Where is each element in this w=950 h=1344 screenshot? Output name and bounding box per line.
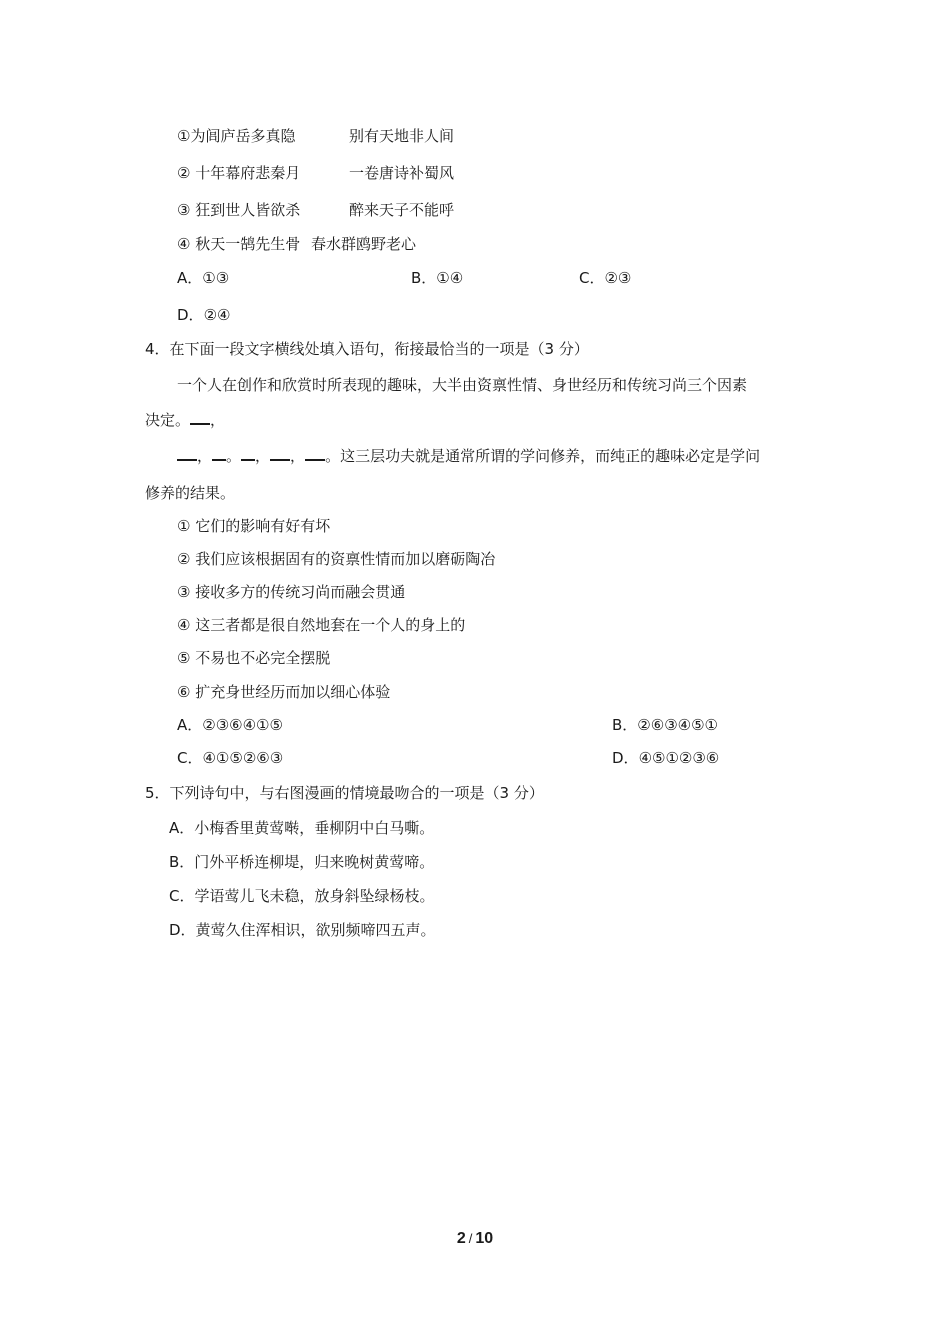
page-number: 2 / 10 xyxy=(456,1230,494,1247)
blank-6[interactable] xyxy=(305,447,325,461)
blank-2[interactable] xyxy=(177,447,197,461)
q3-item-4: ④ 秋天一鹄先生骨 春水群鸥野老心 xyxy=(177,235,417,253)
q4-paragraph-line-1: 一个人在创作和欣赏时所表现的趣味，大半由资禀性情、身世经历和传统习尚三个因素 xyxy=(177,376,748,394)
q5-choice-c[interactable]: C．学语莺儿飞未稳，放身斜坠绿杨枝。 xyxy=(169,887,435,905)
q3-item-3: ③ 狂到世人皆欲杀 醉来天子不能呼 xyxy=(177,201,455,219)
q4-choice-a[interactable]: A．②③⑥④①⑤ xyxy=(177,716,283,734)
q3-choice-b[interactable]: B．①④ xyxy=(411,269,464,287)
q4-item-4: ④ 这三者都是很自然地套在一个人的身上的 xyxy=(177,616,466,634)
q4-paragraph-line-2: 决定。 ， xyxy=(145,411,226,429)
q5-choice-d[interactable]: D．黄莺久住浑相识，欲别频啼四五声。 xyxy=(169,921,436,939)
q3-choice-c[interactable]: C．②③ xyxy=(579,269,632,287)
q4-item-2: ② 我们应该根据固有的资禀性情而加以磨砺陶冶 xyxy=(177,550,496,568)
blank-1[interactable] xyxy=(190,411,210,425)
q4-stem: 4．在下面一段文字横线处填入语句，衔接最恰当的一项是（3 分） xyxy=(145,340,589,358)
q4-choice-c[interactable]: C．④①⑤②⑥③ xyxy=(177,749,284,767)
q3-choice-a[interactable]: A．①③ xyxy=(177,269,230,287)
q4-item-3: ③ 接收多方的传统习尚而融会贯通 xyxy=(177,583,406,601)
q4-choice-d[interactable]: D．④⑤①②③⑥ xyxy=(612,749,720,767)
q4-item-1: ① 它们的影响有好有坏 xyxy=(177,517,331,535)
q3-item-2: ② 十年幕府悲秦月 一卷唐诗补蜀风 xyxy=(177,164,455,182)
q4-choice-b[interactable]: B．②⑥③④⑤① xyxy=(612,716,718,734)
q4-item-6: ⑥ 扩充身世经历而加以细心体验 xyxy=(177,683,391,701)
q4-item-5: ⑤ 不易也不必完全摆脱 xyxy=(177,649,331,667)
blank-4[interactable] xyxy=(241,447,255,461)
q4-paragraph-line-4: 修养的结果。 xyxy=(145,484,236,502)
q3-item-1: ①为闾庐岳多真隐 别有天地非人间 xyxy=(177,127,455,145)
q4-paragraph-line-3: ， 。 ， ， 。这三层功夫就是通常所谓的学问修养，而纯正的趣味必定是学问 xyxy=(177,446,760,466)
q5-stem: 5．下列诗句中，与右图漫画的情境最吻合的一项是（3 分） xyxy=(145,784,544,802)
blank-5[interactable] xyxy=(270,447,290,461)
q5-choice-b[interactable]: B．门外平桥连柳堤，归来晚树黄莺啼。 xyxy=(169,853,435,871)
q5-choice-a[interactable]: A．小梅香里黄莺啭，垂柳阴中白马嘶。 xyxy=(169,819,435,837)
q3-choice-d[interactable]: D．②④ xyxy=(177,306,231,324)
blank-3[interactable] xyxy=(212,447,226,461)
